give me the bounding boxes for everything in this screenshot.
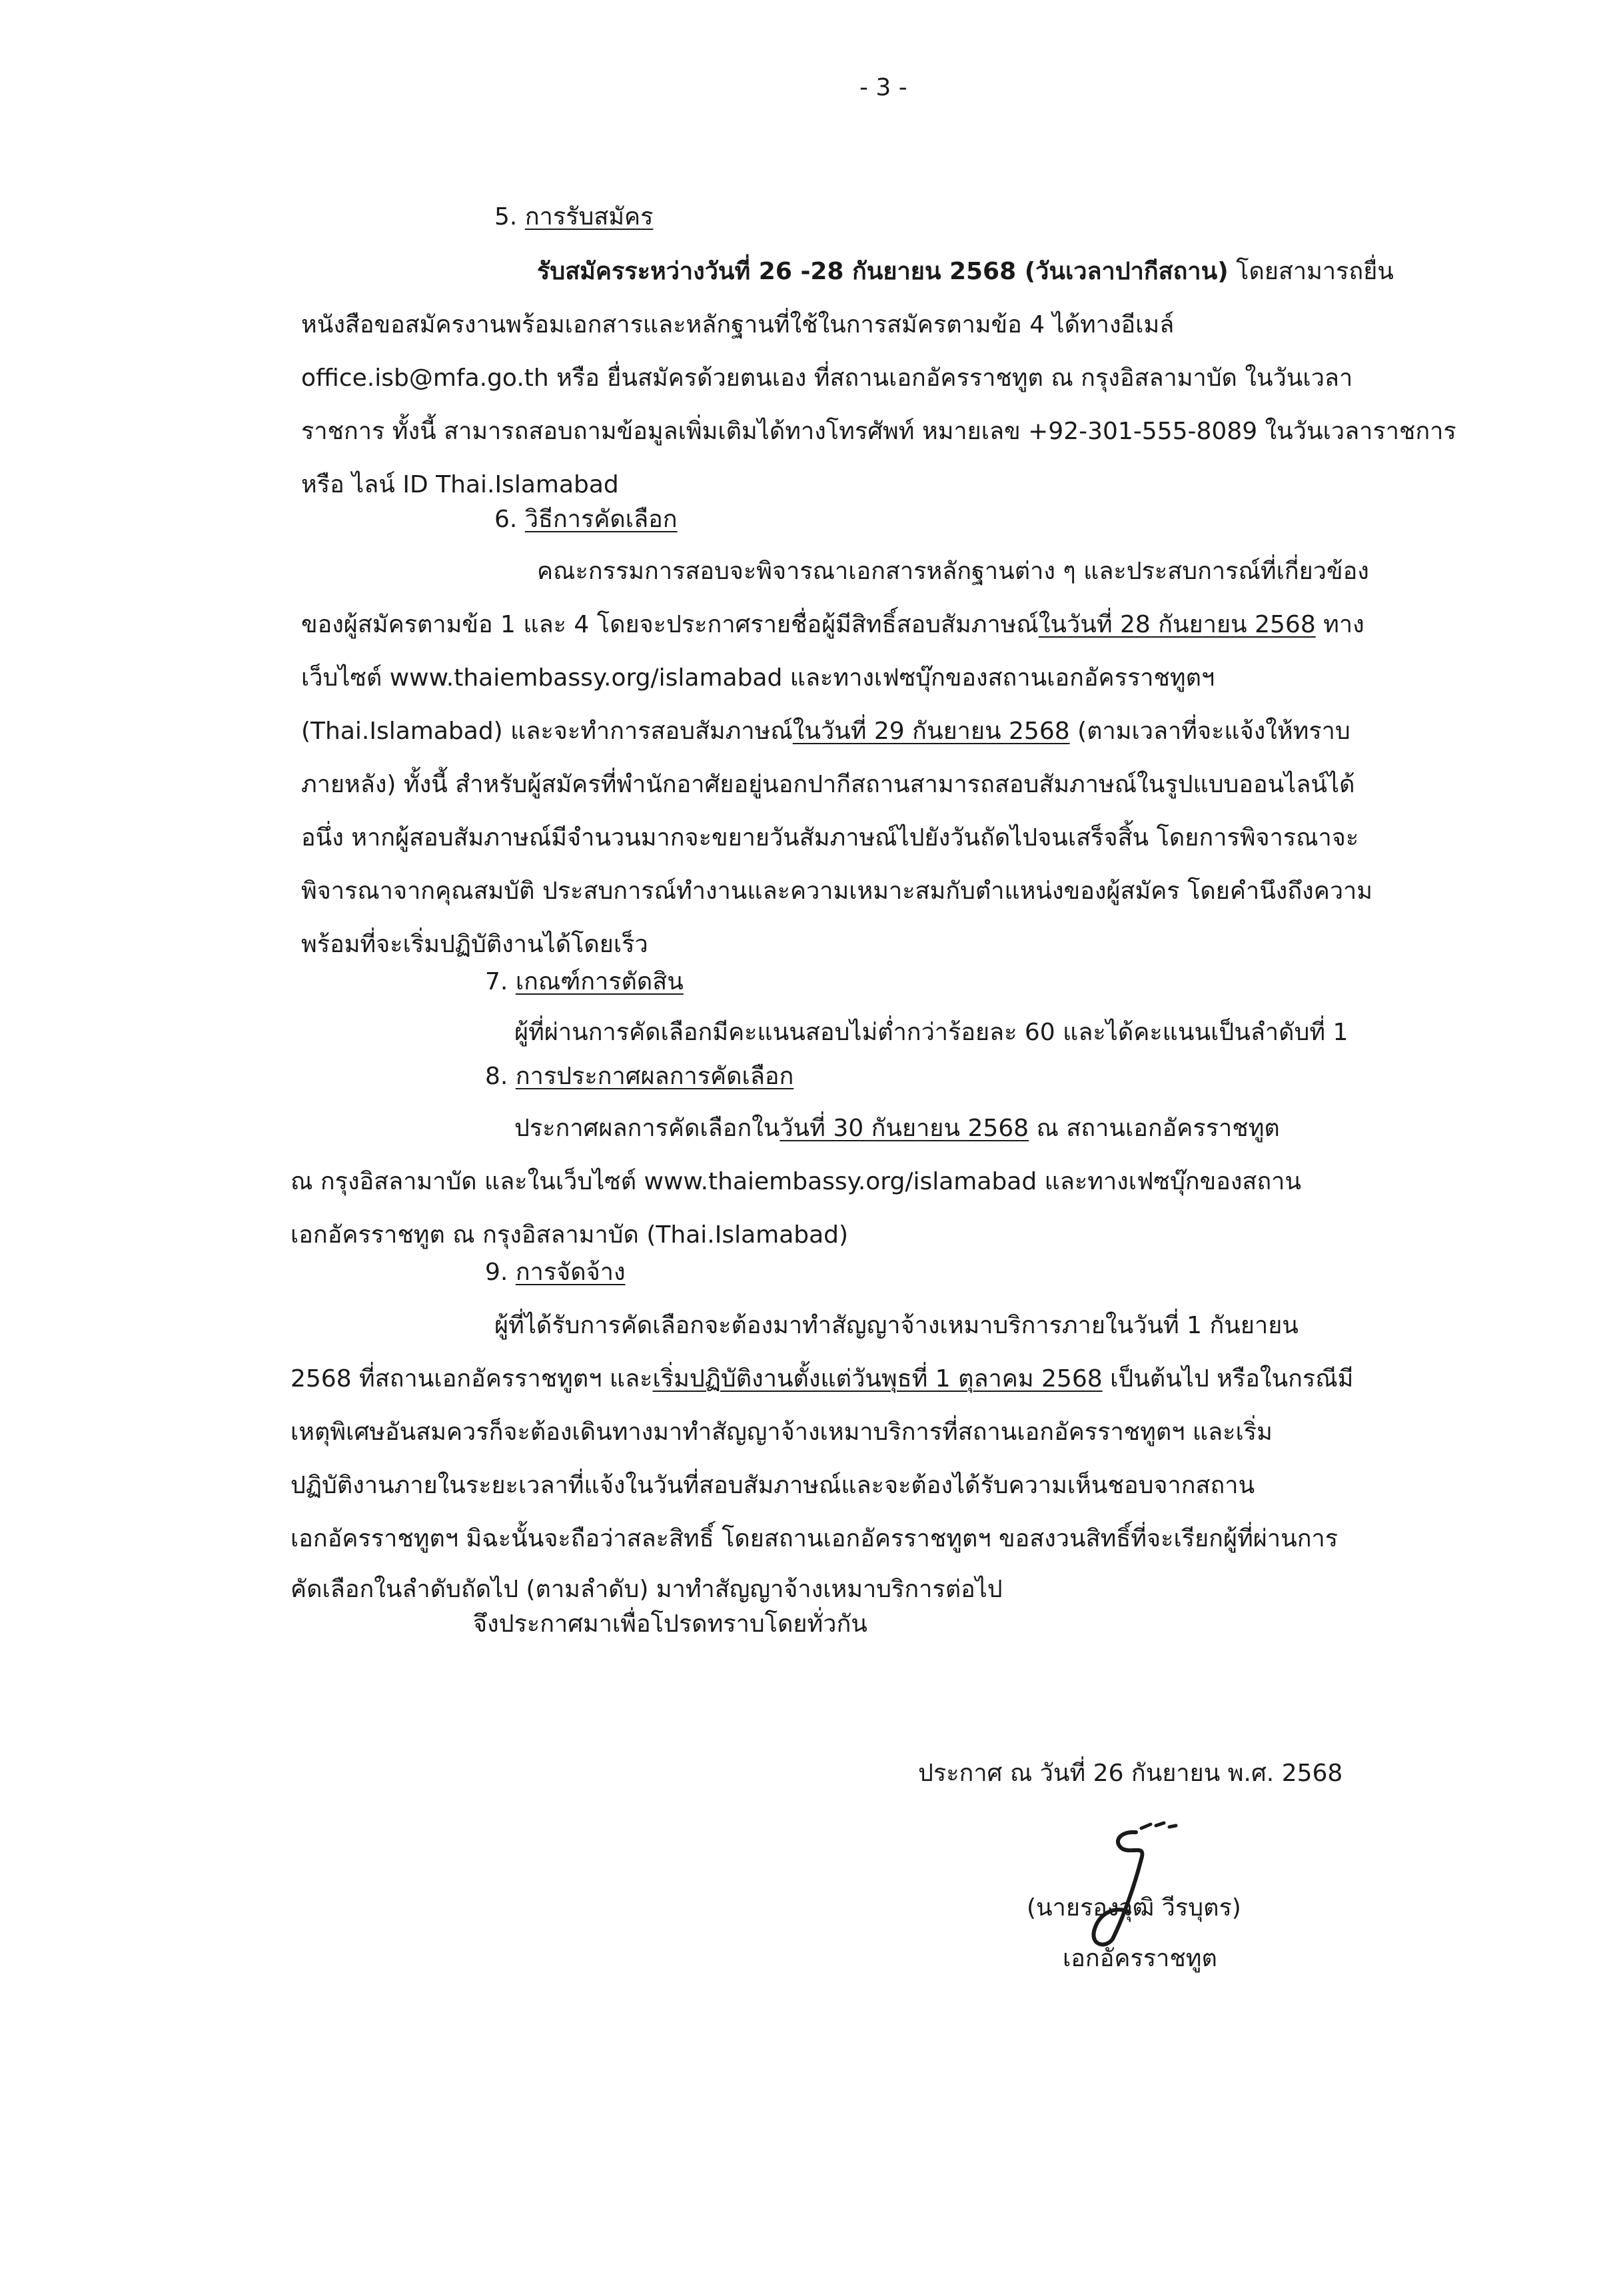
section-8-title: การประกาศผลการคัดเลือก [515,1063,794,1090]
signature-stroke [1093,1832,1142,1945]
section-5-line-2: หนังสือขอสมัครงานพร้อมเอกสารและหลักฐานที่ใช้ในการสมัครตามข้อ 4 ได้ทางอีเมล์ [301,311,1175,338]
section-6-line-1: คณะกรรมการสอบจะพิจารณาเอกสารหลักฐานต่าง ๆ และประสบการณ์ที่เกี่ยวข้อง [537,558,1369,585]
section-7-title: เกณฑ์การตัดสิน [515,968,684,995]
result-date: วันที่ 30 กันยายน 2568 [780,1115,1029,1142]
section-5-line-5: หรือ ไลน์ ID Thai.Islamabad [301,471,619,498]
interview-date: ในวันที่ 29 กันยายน 2568 [792,718,1070,745]
section-7-number: 7. [485,968,508,995]
section-9-title: การจัดจ้าง [515,1259,626,1286]
start-date: เริ่มปฏิบัติงานตั้งแต่วันพุธที่ 1 ตุลาคม 2568 [652,1365,1103,1393]
section-6-line-2: ของผู้สมัครตามข้อ 1 และ 4 โดยจะประกาศรายชื่อผู้มีสิทธิ์สอบสัมภาษณ์ในวันที่ 28 กันยายน 2568 ทาง [301,611,1364,638]
section-5-line-3: office.isb@mfa.go.th หรือ ยื่นสมัครด้วยตนเอง ที่สถานเอกอัครราชทูต ณ กรุงอิสลามาบัด ในวันเวลา [301,364,1353,392]
section-8-line-1: ประกาศผลการคัดเลือกในวันที่ 30 กันยายน 2568 ณ สถานเอกอัครราชทูต [514,1115,1280,1142]
section-8-number: 8. [485,1063,508,1090]
section-6-number: 6. [494,506,518,533]
section-5-heading [494,200,653,235]
section-6-line-4: (Thai.Islamabad) และจะทำการสอบสัมภาษณ์ในวันที่ 29 กันยายน 2568 (ตามเวลาที่จะแจ้งให้ทราบ [301,718,1351,745]
section-9-line-3: เหตุพิเศษอันสมควรก็จะต้องเดินทางมาทำสัญญาจ้างเหมาบริการที่สถานเอกอัครราชทูตฯ และเริ่ม [290,1419,1273,1446]
section-5-line-4: ราชการ ทั้งนี้ สามารถสอบถามข้อมูลเพิ่มเติมได้ทางโทรศัพท์ หมายเลข +92-301-555-8089 ในวันเวลาราชการ [301,418,1456,445]
section-9-number: 9. [485,1259,508,1286]
section-6-line-8: พร้อมที่จะเริ่มปฏิบัติงานได้โดยเร็ว [301,931,648,958]
section-9-line-2: 2568 ที่สถานเอกอัครราชทูตฯ และเริ่มปฏิบัติงานตั้งแต่วันพุธที่ 1 ตุลาคม 2568 เป็นต้นไป หรือในกรณีมี [290,1365,1354,1393]
section-6-title: วิธีการคัดเลือก [524,506,678,533]
application-period: รับสมัครระหว่างวันที่ 26 -28 กันยายน 2568 (วันเวลาปากีสถาน) [537,258,1229,285]
section-9-heading [485,1255,626,1290]
signature-flourish [1141,1823,1176,1828]
section-6-line-3: เว็บไซต์ www.thaiembassy.org/islamabad และทางเฟซบุ๊กของสถานเอกอัครราชทูตฯ [301,664,1215,692]
section-6-line-6: อนึ่ง หากผู้สอบสัมภาษณ์มีจำนวนมากจะขยายวันสัมภาษณ์ไปยังวันถัดไปจนเสร็จสิ้น โดยการพิจารณาจะ [301,824,1359,852]
signer-title: เอกอัครราชทูต [1063,1945,1217,1972]
section-6-line-5: ภายหลัง) ทั้งนี้ สำหรับผู้สมัครที่พำนักอาศัยอยู่นอกปากีสถานสามารถสอบสัมภาษณ์ในรูปแบบออนไลน์ได้ [301,771,1355,798]
section-9-line-1: ผู้ที่ได้รับการคัดเลือกจะต้องมาทำสัญญาจ้างเหมาบริการภายในวันที่ 1 กันยายน [494,1312,1299,1339]
section-8-line-2: ณ กรุงอิสลามาบัด และในเว็บไซต์ www.thaiembassy.org/islamabad และทางเฟซบุ๊กของสถาน [290,1168,1302,1195]
section-9-line-4: ปฏิบัติงานภายในระยะเวลาที่แจ้งในวันที่สอบสัมภาษณ์และจะต้องได้รับความเห็นชอบจากสถาน [290,1472,1255,1499]
signer-name: (นายรองวุฒิ วีรบุตร) [1027,1894,1241,1922]
section-8-line-3: เอกอัครราชทูต ณ กรุงอิสลามาบัด (Thai.Islamabad) [290,1221,849,1249]
closing-statement: จึงประกาศมาเพื่อโปรดทราบโดยทั่วกัน [473,1610,867,1638]
section-5-number: 5. [494,203,518,231]
section-7-line-1: ผู้ที่ผ่านการคัดเลือกมีคะแนนสอบไม่ต่ำกว่าร้อยละ 60 และได้คะแนนเป็นลำดับที่ 1 [514,1019,1349,1046]
shortlist-date: ในวันที่ 28 กันยายน 2568 [1038,611,1316,638]
section-5-line-1: รับสมัครระหว่างวันที่ 26 -28 กันยายน 2568 (วันเวลาปากีสถาน) โดยสามารถยื่น [537,258,1394,285]
section-9-line-5: เอกอัครราชทูตฯ มิฉะนั้นจะถือว่าสละสิทธิ์ โดยสถานเอกอัครราชทูตฯ ขอสงวนสิทธิ์ที่จะเรียกผู้ที่ผ่านการ [290,1525,1339,1552]
announcement-date: ประกาศ ณ วันที่ 26 กันยายน พ.ศ. 2568 [918,1760,1343,1787]
page-number: - 3 - [859,74,907,101]
section-7-heading [485,965,684,999]
section-9-line-6: คัดเลือกในลำดับถัดไป (ตามลำดับ) มาทำสัญญาจ้างเหมาบริการต่อไป [290,1576,1003,1603]
section-6-line-7: พิจารณาจากคุณสมบัติ ประสบการณ์ทำงานและความเหมาะสมกับตำแหน่งของผู้สมัคร โดยคำนึงถึงความ [301,877,1372,905]
section-8-heading [485,1059,794,1094]
section-6-heading [494,502,678,537]
section-5-title: การรับสมัคร [524,203,654,231]
